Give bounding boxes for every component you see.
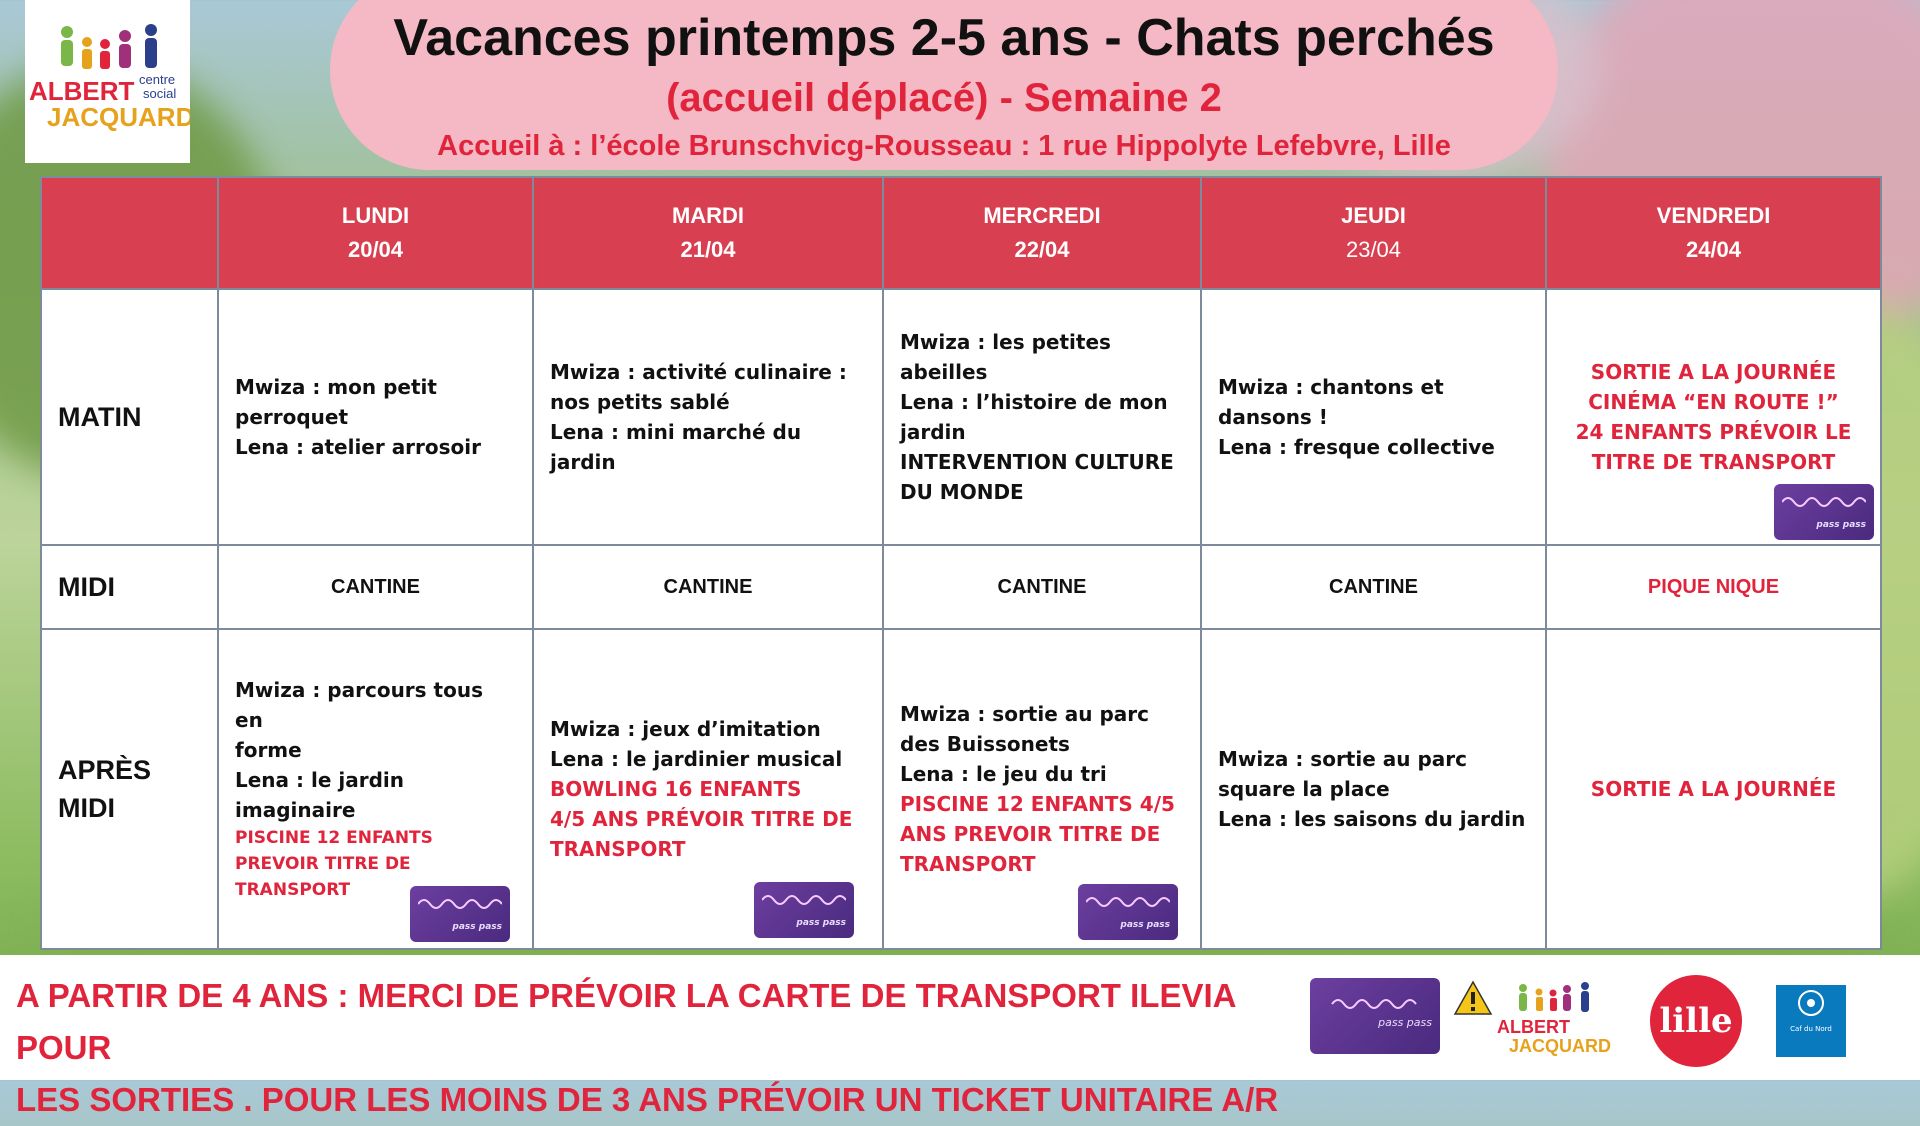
svg-text:ALBERT: ALBERT <box>29 76 135 106</box>
svg-text:JACQUARD: JACQUARD <box>1509 1036 1612 1056</box>
row-label-matin: MATIN <box>41 289 218 545</box>
caf-du-nord-logo: Caf du Nord <box>1776 985 1846 1057</box>
matin-row <box>41 289 1881 545</box>
header-row <box>41 177 1881 289</box>
footer-notice: A PARTIR DE 4 ANS : MERCI DE PRÉVOIR LA CARTE DE TRANSPORT ILEVIA POUR LES SORTIES . POUR LES MOINS DE 3 ANS PRÉVOIR UN TICKET UNITAIRE A/R <box>16 977 1279 1118</box>
page-subtitle: (accueil déplacé) - Semaine 2 <box>666 76 1222 120</box>
matin-jeudi: Mwiza : chantons et dansons ! Lena : fresque collective <box>1201 289 1546 545</box>
svg-text:social: social <box>143 86 177 101</box>
row-label-apres-midi: APRÈS MIDI <box>41 629 218 949</box>
ville-de-lille-logo: lille <box>1650 975 1742 1067</box>
pass-pass-card-icon: pass pass <box>1078 884 1178 940</box>
apres-midi-vendredi: SORTIE A LA JOURNÉE <box>1546 629 1881 949</box>
albert-jacquard-footer-logo <box>1495 978 1613 1058</box>
address-line: Accueil à : l’école Brunschvicg-Rousseau : 1 rue Hippolyte Lefebvre, Lille <box>437 130 1451 162</box>
matin-mardi: Mwiza : activité culinaire : nos petits sablé Lena : mini marché du jardin <box>533 289 883 545</box>
day-header-lundi: LUNDI 20/04 <box>218 177 533 289</box>
svg-text:JACQUARD: JACQUARD <box>47 102 190 132</box>
pass-pass-card-icon: pass pass <box>410 886 510 942</box>
matin-vendredi: SORTIE A LA JOURNÉE CINÉMA “EN ROUTE !” 24 ENFANTS PRÉVOIR LE TITRE DE TRANSPORT pass pass <box>1546 289 1881 545</box>
midi-vendredi: PIQUE NIQUE <box>1546 545 1881 629</box>
weekly-schedule-table <box>40 176 1882 950</box>
svg-text:centre: centre <box>139 72 176 87</box>
pass-pass-card-icon: pass pass <box>1310 978 1440 1054</box>
apres-midi-mardi: Mwiza : jeux d’imitation Lena : le jardinier musical BOWLING 16 ENFANTS 4/5 ANS PRÉVOIR TITRE DE TRANSPORT pass pass <box>533 629 883 949</box>
page-title: Vacances printemps 2-5 ans - Chats perchés <box>393 9 1495 67</box>
midi-jeudi: CANTINE <box>1201 545 1546 629</box>
midi-mardi: CANTINE <box>533 545 883 629</box>
midi-lundi: CANTINE <box>218 545 533 629</box>
albert-jacquard-logo <box>25 0 190 163</box>
day-header-mardi: MARDI 21/04 <box>533 177 883 289</box>
day-header-mercredi: MERCREDI 22/04 <box>883 177 1201 289</box>
apres-midi-lundi: Mwiza : parcours tous en forme Lena : le jardin imaginaire PISCINE 12 ENFANTS PREVOIR TITRE DE TRANSPORT pass pass <box>218 629 533 949</box>
svg-text:ALBERT: ALBERT <box>1497 1017 1570 1037</box>
midi-row <box>41 545 1881 629</box>
family-icon <box>61 24 157 69</box>
apres-midi-mercredi: Mwiza : sortie au parc des Buissonets Lena : le jeu du tri PISCINE 12 ENFANTS 4/5 ANS PREVOIR TITRE DE TRANSPORT pass pass <box>883 629 1201 949</box>
apres-midi-row <box>41 629 1881 949</box>
warning-icon <box>1453 980 1493 1016</box>
row-label-midi: MIDI <box>41 545 218 629</box>
day-header-jeudi: JEUDI 23/04 <box>1201 177 1546 289</box>
pass-pass-card-icon: pass pass <box>1774 484 1874 540</box>
apres-midi-jeudi: Mwiza : sortie au parc square la place Lena : les saisons du jardin <box>1201 629 1546 949</box>
header-corner <box>41 177 218 289</box>
pass-pass-card-icon: pass pass <box>754 882 854 938</box>
day-header-vendredi: VENDREDI 24/04 <box>1546 177 1881 289</box>
midi-mercredi: CANTINE <box>883 545 1201 629</box>
matin-lundi: Mwiza : mon petit perroquet Lena : atelier arrosoir <box>218 289 533 545</box>
caf-emblem-icon <box>1776 985 1846 1021</box>
matin-mercredi: Mwiza : les petites abeilles Lena : l’histoire de mon jardin INTERVENTION CULTURE DU MONDE <box>883 289 1201 545</box>
